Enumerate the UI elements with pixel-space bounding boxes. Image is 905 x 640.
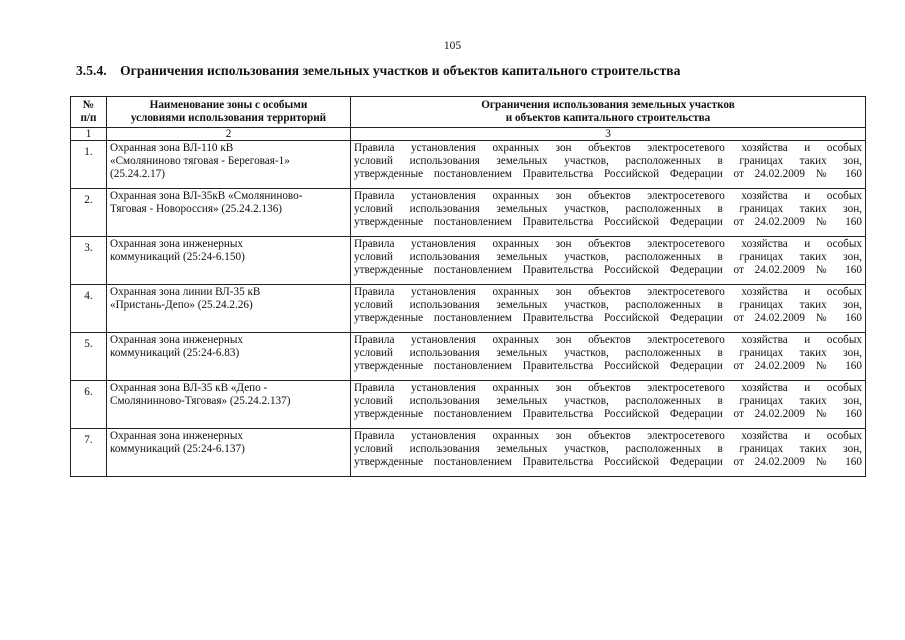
header-restrictions: [351, 97, 866, 128]
zone-name-line: коммуникаций (25:24-6.83): [110, 347, 240, 360]
restriction-cell: [351, 141, 866, 189]
table-body: [71, 141, 866, 477]
restriction-line: Правила установления охранных зон объектов электросетевого хозяйства и особых: [354, 430, 862, 442]
page-number: 105: [443, 40, 462, 52]
header-zone-line1: Наименование зоны с особыми: [149, 99, 308, 111]
row-number: 7.: [71, 429, 107, 477]
restriction-line: утвержденные постановлением Правительства Российской Федерации от 24.02.2009 № 160: [354, 264, 862, 277]
row-number: 6.: [71, 381, 107, 429]
zone-name-line: коммуникаций (25:24-6.150): [110, 251, 245, 264]
zone-name-line: (25.24.2.17): [110, 168, 165, 181]
zone-name-line: «Пристань-Депо» (25.24.2.26): [110, 299, 253, 312]
restriction-line: утвержденные постановлением Правительства Российской Федерации от 24.02.2009 № 160: [354, 168, 862, 181]
header-restrictions-line1: Ограничения использования земельных участков: [481, 99, 735, 111]
zone-name-cell: [107, 141, 351, 189]
table-row: [71, 285, 866, 333]
header-zone-name: [107, 97, 351, 128]
row-number: 4.: [71, 285, 107, 333]
zone-name-line: Смолянинново-Тяговая» (25.24.2.137): [110, 395, 291, 408]
section-number: 3.5.4.: [76, 63, 107, 78]
restriction-line: условий использования земельных участков, расположенных в границах таких зон,: [354, 155, 862, 168]
table-row: [71, 381, 866, 429]
restriction-cell: [351, 285, 866, 333]
table-row: [71, 237, 866, 285]
header-restrictions-line2: и объектов капитального строительства: [505, 112, 711, 124]
restriction-line: утвержденные постановлением Правительства Российской Федерации от 24.02.2009 № 160: [354, 312, 862, 325]
zone-name-line: коммуникаций (25:24-6.137): [110, 443, 245, 456]
table-row: [71, 189, 866, 237]
header-number-line1: №: [82, 99, 95, 111]
restriction-line: утвержденные постановлением Правительства Российской Федерации от 24.02.2009 № 160: [354, 408, 862, 421]
header-zone-line2: условиями использования территорий: [130, 112, 327, 124]
restriction-line: Правила установления охранных зон объектов электросетевого хозяйства и особых: [354, 286, 862, 298]
zone-name-line: Охранная зона инженерных: [110, 238, 243, 250]
zone-name-line: Охранная зона инженерных: [110, 430, 243, 442]
zone-name-line: Охранная зона линии ВЛ-35 кВ: [110, 286, 261, 298]
table-row: [71, 141, 866, 189]
restriction-line: утвержденные постановлением Правительства Российской Федерации от 24.02.2009 № 160: [354, 216, 862, 229]
zone-name-cell: [107, 381, 351, 429]
column-number-1: 1: [71, 128, 107, 141]
restriction-cell: [351, 237, 866, 285]
column-number-row: [71, 128, 866, 141]
zone-name-line: Тяговая - Новороссия» (25.24.2.136): [110, 203, 283, 216]
zone-name-line: Охранная зона ВЛ-35кВ «Смоляниново-: [110, 190, 303, 202]
restriction-line: Правила установления охранных зон объектов электросетевого хозяйства и особых: [354, 382, 862, 394]
row-number: 2.: [71, 189, 107, 237]
restriction-line: условий использования земельных участков, расположенных в границах таких зон,: [354, 395, 862, 408]
restriction-cell: [351, 381, 866, 429]
restriction-line: Правила установления охранных зон объектов электросетевого хозяйства и особых: [354, 190, 862, 202]
header-number: [71, 97, 107, 128]
column-number-2: 2: [107, 128, 351, 141]
restrictions-table: [70, 96, 866, 477]
restriction-cell: [351, 429, 866, 477]
section-heading: [76, 63, 680, 79]
row-number: 3.: [71, 237, 107, 285]
zone-name-cell: [107, 237, 351, 285]
restriction-cell: [351, 189, 866, 237]
restriction-cell: [351, 333, 866, 381]
zone-name-cell: [107, 189, 351, 237]
restriction-line: условий использования земельных участков, расположенных в границах таких зон,: [354, 443, 862, 456]
zone-name-cell: [107, 333, 351, 381]
restriction-line: условий использования земельных участков, расположенных в границах таких зон,: [354, 347, 862, 360]
zone-name-line: Охранная зона ВЛ-35 кВ «Депо -: [110, 382, 268, 394]
restriction-line: условий использования земельных участков, расположенных в границах таких зон,: [354, 203, 862, 216]
restriction-line: условий использования земельных участков, расположенных в границах таких зон,: [354, 251, 862, 264]
restriction-line: утвержденные постановлением Правительства Российской Федерации от 24.02.2009 № 160: [354, 456, 862, 469]
restriction-line: Правила установления охранных зон объектов электросетевого хозяйства и особых: [354, 334, 862, 346]
section-title: Ограничения использования земельных участков и объектов капитального строительства: [120, 63, 681, 78]
zone-name-cell: [107, 429, 351, 477]
header-number-line2: п/п: [80, 112, 97, 124]
restriction-line: Правила установления охранных зон объектов электросетевого хозяйства и особых: [354, 142, 862, 154]
zone-name-cell: [107, 285, 351, 333]
restriction-line: условий использования земельных участков, расположенных в границах таких зон,: [354, 299, 862, 312]
zone-name-line: «Смоляниново тяговая - Береговая-1»: [110, 155, 290, 168]
table-row: [71, 333, 866, 381]
table-row: [71, 429, 866, 477]
restriction-line: Правила установления охранных зон объектов электросетевого хозяйства и особых: [354, 238, 862, 250]
zone-name-line: Охранная зона инженерных: [110, 334, 243, 346]
restriction-line: утвержденные постановлением Правительства Российской Федерации от 24.02.2009 № 160: [354, 360, 862, 373]
row-number: 5.: [71, 333, 107, 381]
zone-name-line: Охранная зона ВЛ-110 кВ: [110, 142, 234, 154]
column-number-3: 3: [351, 128, 866, 141]
row-number: 1.: [71, 141, 107, 189]
table-header-row: [71, 97, 866, 128]
